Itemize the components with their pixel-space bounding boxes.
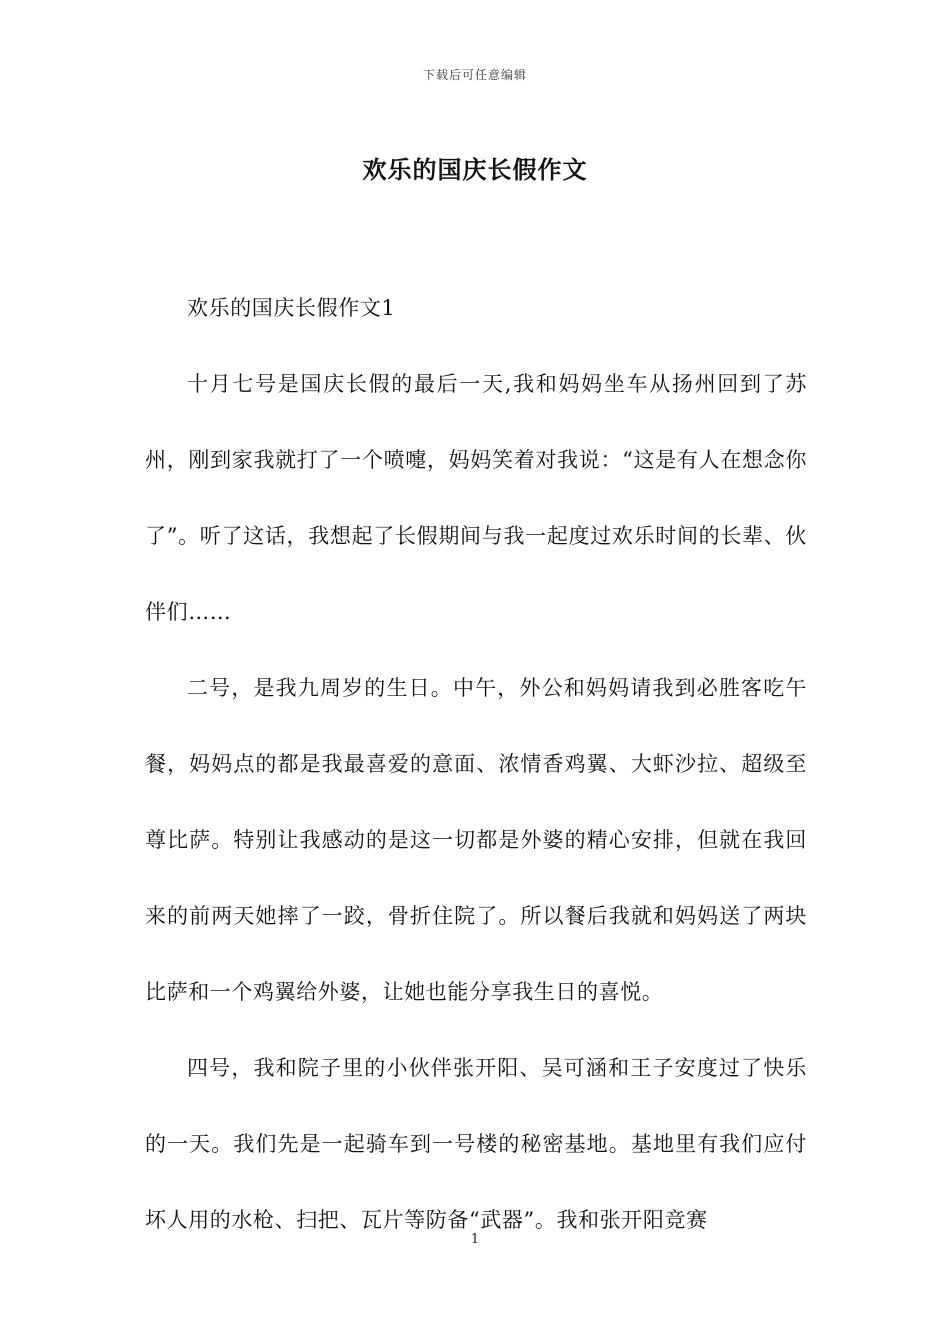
document-body <box>145 270 807 1258</box>
document-title: 欢乐的国庆长假作文 <box>362 155 588 184</box>
header-note: 下载后可任意编辑 <box>422 68 527 82</box>
page-number: 1 <box>470 1232 480 1247</box>
paragraph-3: 四号，我和院子里的小伙伴张开阳、吴可涵和王子安度过了快乐的一天。我们先是一起骑车到一号楼的秘密基地。基地里有我们应付坏人用的水枪、扫把、瓦片等防备“武器”。我和张开阳竞赛 <box>145 1056 807 1232</box>
paragraph-2: 二号，是我九周岁的生日。中午，外公和妈妈请我到必胜客吃午餐，妈妈点的都是我最喜爱的意面、浓情香鸡翼、大虾沙拉、超级至尊比萨。特别让我感动的是这一切都是外婆的精心安排，但就在我回来的前两天她摔了一跤，骨折住院了。所以餐后我就和妈妈送了两块比萨和一个鸡翼给外婆，让她也能分享我生日的喜悦。 <box>145 676 807 1004</box>
paragraph-1: 十月七号是国庆长假的最后一天,我和妈妈坐车从扬州回到了苏州，刚到家我就打了一个喷嚏，妈妈笑着对我说：“这是有人在想念你了”。听了这话，我想起了长假期间与我一起度过欢乐时间的长辈、伙伴们…… <box>145 372 807 624</box>
section-heading: 欢乐的国庆长假作文1 <box>187 296 396 320</box>
